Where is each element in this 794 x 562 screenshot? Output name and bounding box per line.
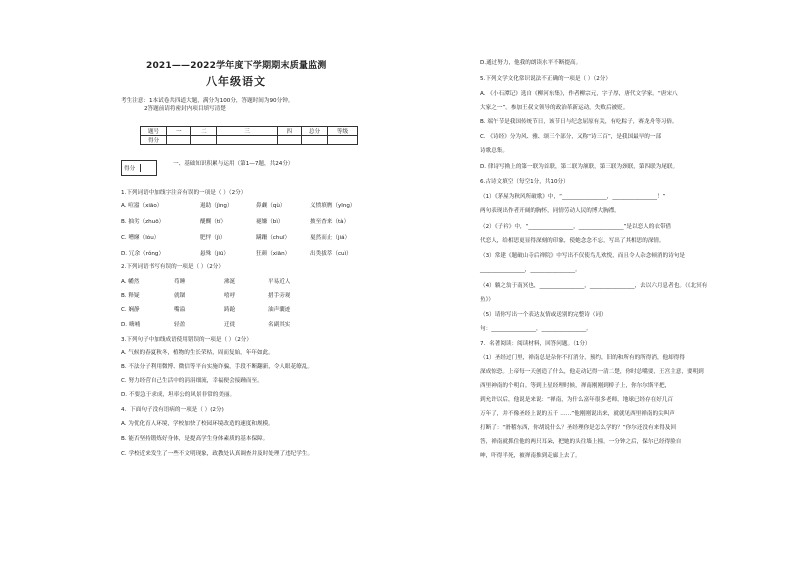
question-3-option-d[interactable]: D. 不要急于求成，坦率公的风景非常的美丽。 [121, 392, 236, 398]
option-text: 遏助（jìng） [200, 203, 233, 209]
score-table-cell[interactable] [167, 136, 191, 145]
question-6-item-2[interactable]: （2）《子衿》中，“________________，________________”是以恋人的衣带借 [480, 224, 672, 230]
option-text: 褪嫌（bì） [256, 219, 284, 225]
reading-passage-line: 西里神南的个明白。等到上星经理时候，禅南刚刚到桥子上，你尔尔斯平把， [480, 383, 671, 389]
question-6-item-5: （5）请你写出一个表达友情或送别的完整诗（词） [480, 312, 607, 318]
question-4-option-c[interactable]: C. 学校近来发生了一些不文明现象，政教处认真调查并及时处理了违纪学生。 [121, 451, 314, 457]
score-table-cell: 二 [191, 127, 217, 136]
option-text: 措手旁观 [268, 293, 291, 299]
question-6-item-4[interactable]: （4）躺之翁于南冥也，________________，________________，去以六月息者也。（《北冥有 [480, 283, 708, 289]
question-2-stem: 2.下列词语书写有误的一项是（ ）（2分） [121, 264, 224, 270]
reading-passage-line: 打断了：“滑稽东西，你胡说什么？圣经理你是怎么学的？”你尔还没有来得及回 [480, 425, 676, 431]
exam-title: 2021——2022学年度下学期期末质量监测 [146, 61, 327, 71]
score-table-row [141, 136, 358, 145]
option-text: 蹒跚（chuī） [256, 235, 291, 241]
option-text: 披至杳来（tà） [310, 219, 350, 225]
reading-passage-line: 万年了，并不像圣经上说的五千 ……”他刚刚说出来，就就见西里禅南的尖叫声 [480, 411, 675, 417]
question-6-item-1[interactable]: （1）《茅屋为秋风所破歌》中，“________________，________________！” [480, 194, 666, 200]
question-4-option-d[interactable]: D.通过努力，他我的朗读水平不断提高。 [480, 60, 582, 66]
reading-passage-line: 到允许以后，他说是来说：“禅南，为什么富年很多老师，地球已经存在好几百 [480, 397, 674, 403]
section-score-box [121, 160, 157, 176]
question-6-item-1-cont: 两句表现出作者开阔的胸怀，同情劳动人民的博大胸襟。 [480, 208, 620, 214]
option-text: 义愤填膺（yīng） [310, 203, 356, 209]
question-7-stem: 7．名著阅读：阅读材料，回答问题。（1分） [480, 341, 591, 347]
option-text: 踌跄 [224, 307, 236, 313]
option-text: 油声囊迹 [268, 307, 291, 313]
option-text: 狂颜（xiān） [256, 251, 291, 257]
option-text: C. 娴静 [121, 307, 140, 313]
score-table-cell: 等级 [328, 127, 358, 136]
question-4-option-b[interactable]: B. 能否坚持锻炼好身体，是提高学生身体素质的基本保障。 [121, 436, 269, 442]
question-5-option-c[interactable]: C. 《诗经》分为风、雅、颂三个部分，又称“诗三百”，是我国最早的一部 [480, 134, 662, 140]
exam-note-1: 考生注意：1本试卷共四道大题，满分为100分，答题时间为90分钟。 [121, 98, 294, 104]
question-5-option-a-cont: 大家之一”。参加王叔文领导的政治革新运动，失败后被贬。 [480, 105, 629, 111]
question-6-item-2-cont: 代恋人，给相思更显得深刻的印象，使她念念不忘，写出了其相思的深情。 [480, 238, 665, 244]
option-text: 醍醐（tí） [200, 219, 227, 225]
score-table-cell[interactable] [217, 136, 277, 145]
question-5-stem: 5.下列文学文化常识说法不正确的一项是（ ）（2分） [480, 76, 611, 82]
option-text: 迁徙 [224, 322, 236, 328]
score-table-cell: 总分 [301, 127, 327, 136]
option-text: D. 嗨哺 [121, 322, 141, 328]
subject-title: 八年级语文 [206, 75, 266, 88]
question-3-stem: 3.下列句子中加线成语使用错误的一项是（ ）（2分） [121, 337, 252, 343]
score-table-cell: 题号 [141, 127, 167, 136]
question-4-stem: 4．下面句子没有语病的一项是（ ）(2分) [121, 407, 224, 413]
option-text: 出类拔萃（cuì） [310, 251, 352, 257]
reading-passage-line: （1）圣经过门里，禅南总是杂你不打消分，预约，旧的和所有的所得消，他却得得 [480, 355, 685, 361]
option-text: 就锢 [174, 293, 186, 299]
score-table [140, 126, 358, 145]
question-1-stem: 1.下列词语中加线字注音有误的一项是（ ）（2分） [121, 190, 247, 196]
score-table-row [141, 127, 358, 136]
score-table-cell[interactable] [328, 136, 358, 145]
question-6-item-3-blank[interactable]: ________________，________________。 [480, 267, 581, 273]
question-4-option-a[interactable]: A. 为优化育人环境，学校加快了校园环境改造的速度和规模。 [121, 421, 274, 427]
option-text: A. 幡然 [121, 279, 140, 285]
question-5-option-b[interactable]: B. 端午节是我国传统节日，该节日与纪念屈原有关，有吃粽子，赛龙舟等习俗。 [480, 119, 678, 125]
option-text: 嘻呼 [224, 293, 236, 299]
option-text: 平易近人 [268, 279, 291, 285]
question-3-option-c[interactable]: C. 努力经营自己生活中的涓涓细流，幸福便会接踵而至。 [121, 378, 263, 384]
option-text: 沸涎 [224, 279, 236, 285]
score-table-cell: 一 [167, 127, 191, 136]
question-6-item-4-cont: 鱼》） [480, 297, 494, 303]
reading-passage-line: 深成惊恐。上帝每一天创造了什么，他走动记得一清二楚，你时总嘴要，王宫主意，要明到 [480, 369, 704, 375]
option-text: 鼻觑（qù） [256, 203, 286, 209]
option-text: B. 释疑 [121, 293, 140, 299]
option-text: A. 喧嚣（xiāo） [121, 203, 163, 209]
option-text: 嘴溢 [174, 307, 186, 313]
option-text: 悬殊（jiū） [200, 251, 230, 257]
section-score-label: 得分 [124, 164, 141, 172]
score-table-cell[interactable] [301, 136, 327, 145]
option-text: D. 冗余（rǒng） [121, 251, 165, 257]
section-1-title: 一、基础知识积累与运用（第1—7题，共24分） [173, 161, 294, 167]
score-table-cell[interactable] [277, 136, 301, 145]
question-3-option-a[interactable]: A. 气候的春夏秋冬，植物的生长荣枯，周而复始，年年如此。 [121, 350, 274, 356]
option-text: 戛然而止（jiá） [310, 235, 351, 241]
option-text: C. 嘈窿（lóu） [121, 235, 160, 241]
question-6-stem: 6.古诗文填空（每空1分，共10分） [480, 179, 569, 185]
reading-passage-line: 答，禅南就抓住他的两只耳朵，把她的头往墙上撞。一分钟之后，保尔已经得脸自 [480, 439, 682, 445]
question-5-option-a[interactable]: A. 《小石潭记》选自《柳河东集》，作者柳宗元，字子厚，唐代文学家。“唐宋八 [480, 91, 678, 97]
score-table-cell: 四 [277, 127, 301, 136]
question-6-item-3: （3）常建《题破山寺后禅院》中写出不仅使鸟儿欢悦，而且令人杂念顿消的诗句是 [480, 253, 685, 259]
reading-passage-line: 呻，吓得半死，被禅南推到走廊上去了。 [480, 453, 581, 459]
question-5-option-c-cont: 诗歌总集。 [480, 148, 508, 154]
exam-note-2: 2答题前请将密封内项目填写清楚 [144, 106, 226, 112]
option-text: 名副其实 [268, 322, 291, 328]
question-5-option-d[interactable]: D. 律诗写拗上的第一联为首联，第二联为颔联，第三联为颈联，第四联为尾联。 [480, 164, 679, 170]
question-6-item-5-blank[interactable]: 句：________________，________________。 [480, 326, 592, 332]
score-table-cell: 三 [217, 127, 277, 136]
option-text: 苟睡 [174, 279, 186, 285]
option-text: 轻盈 [174, 322, 186, 328]
score-table-cell[interactable] [191, 136, 217, 145]
score-table-cell: 得分 [141, 136, 167, 145]
question-3-option-b[interactable]: B. 不法分子利用微博、微信等平台实施诈骗，手段不断翻新，令人眼花缭乱。 [121, 364, 313, 370]
option-text: B. 抽劣（zhuō） [121, 219, 165, 225]
option-text: 肥怦（jì） [200, 235, 226, 241]
